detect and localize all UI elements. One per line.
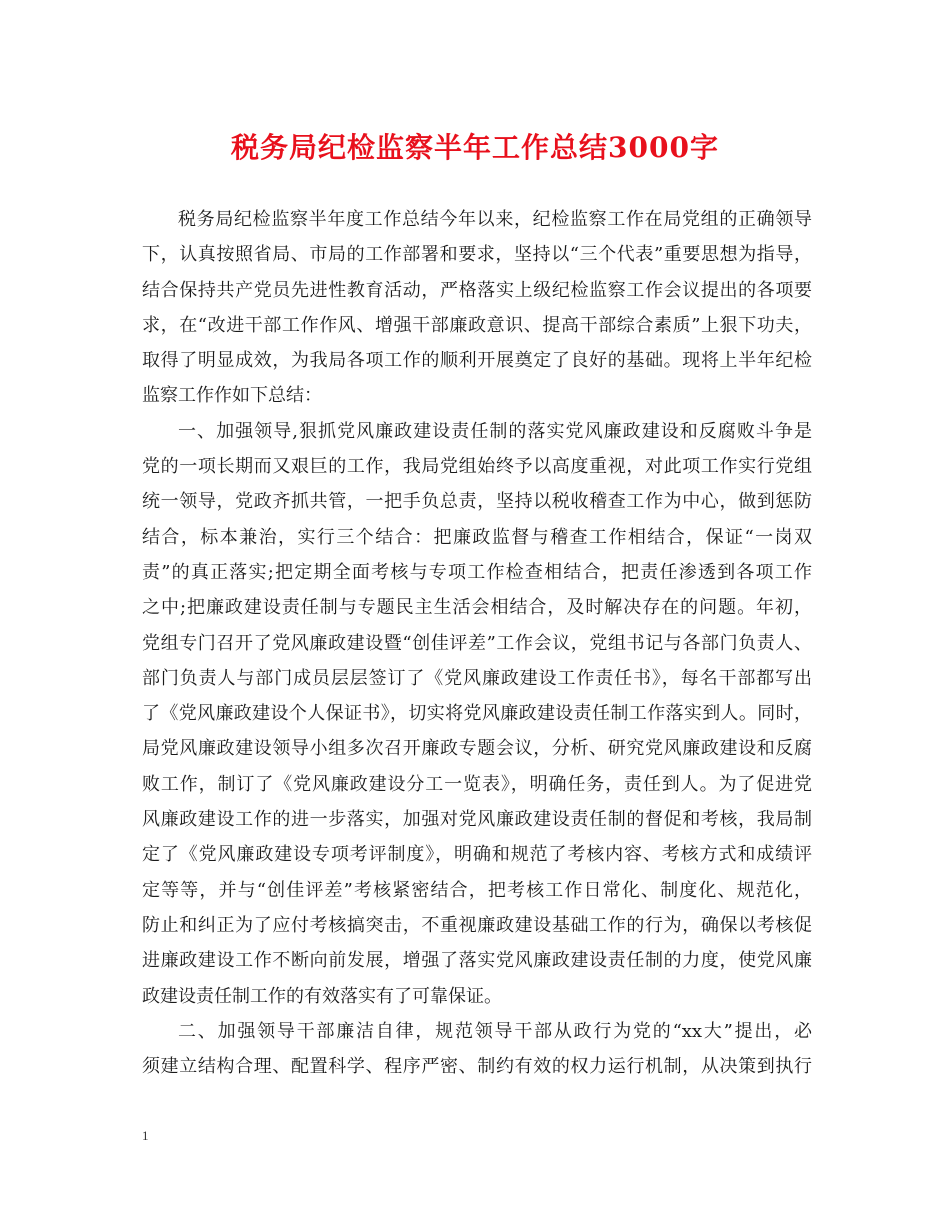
text-line: 责”的真正落实;把定期全面考核与专项工作检查相结合，把责任渗透到各项工作 xyxy=(142,561,812,583)
text-line: 部门负责人与部门成员层层签订了《党风廉政建设工作责任书》，每名干部都写出 xyxy=(142,667,812,689)
text-line: 结合，标本兼治，实行三个结合：把廉政监督与稽查工作相结合，保证“一岗双 xyxy=(142,526,812,548)
text-line: 定了《党风廉政建设专项考评制度》，明确和规范了考核内容、考核方式和成绩评 xyxy=(142,844,812,866)
text-line: 税务局纪检监察半年度工作总结今年以来，纪检监察工作在局党组的正确领导 xyxy=(178,209,812,230)
text-line: 定等等，并与“创佳评差”考核紧密结合，把考核工作日常化、制度化、规范化， xyxy=(142,879,812,901)
text-line: 了《党风廉政建设个人保证书》，切实将党风廉政建设责任制工作落实到人。同时， xyxy=(142,703,812,725)
text-line: 取得了明显成效，为我局各项工作的顺利开展奠定了良好的基础。现将上半年纪检 xyxy=(142,350,812,372)
text-line: 须建立结构合理、配置科学、程序严密、制约有效的权力运行机制，从决策到执行 xyxy=(142,1056,812,1078)
document-body xyxy=(142,202,812,1084)
text-line: 二、加强领导干部廉洁自律，规范领导干部从政行为党的“xx大”提出，必 xyxy=(178,1020,812,1042)
text-line: 结合保持共产党员先进性教育活动，严格落实上级纪检监察工作会议提出的各项要 xyxy=(142,279,812,301)
text-line: 局党风廉政建设领导小组多次召开廉政专题会议，分析、研究党风廉政建设和反腐 xyxy=(142,738,812,760)
text-line: 统一领导，党政齐抓共管，一把手负总责，坚持以税收稽查工作为中心，做到惩防 xyxy=(142,491,812,513)
text-line: 监察工作作如下总结： xyxy=(142,385,322,407)
text-line: 一、加强领导,狠抓党风廉政建设责任制的落实党风廉政建设和反腐败斗争是 xyxy=(178,420,812,442)
text-line: 政建设责任制工作的有效落实有了可靠保证。 xyxy=(142,985,502,1007)
text-line: 下，认真按照省局、市局的工作部署和要求，坚持以“三个代表”重要思想为指导， xyxy=(142,244,812,266)
text-line: 风廉政建设工作的进一步落实，加强对党风廉政建设责任制的督促和考核，我局制 xyxy=(142,809,812,831)
text-line: 党组专门召开了党风廉政建设暨“创佳评差”工作会议，党组书记与各部门负责人、 xyxy=(142,632,812,654)
text-line: 党的一项长期而又艰巨的工作，我局党组始终予以高度重视，对此项工作实行党组 xyxy=(142,456,812,478)
page-number: 1 xyxy=(142,1128,149,1143)
text-line: 求，在“改进干部工作作风、增强干部廉政意识、提高干部综合素质”上狠下功夫， xyxy=(142,314,812,336)
text-line: 之中;把廉政建设责任制与专题民主生活会相结合，及时解决存在的问题。年初， xyxy=(142,597,812,619)
text-line: 防止和纠正为了应付考核搞突击，不重视廉政建设基础工作的行为，确保以考核促 xyxy=(142,914,812,936)
text-line: 败工作，制订了《党风廉政建设分工一览表》，明确任务，责任到人。为了促进党 xyxy=(142,773,812,795)
text-line: 进廉政建设工作不断向前发展，增强了落实党风廉政建设责任制的力度，使党风廉 xyxy=(142,950,812,972)
page-title: 税务局纪检监察半年工作总结3000字 xyxy=(231,131,719,164)
